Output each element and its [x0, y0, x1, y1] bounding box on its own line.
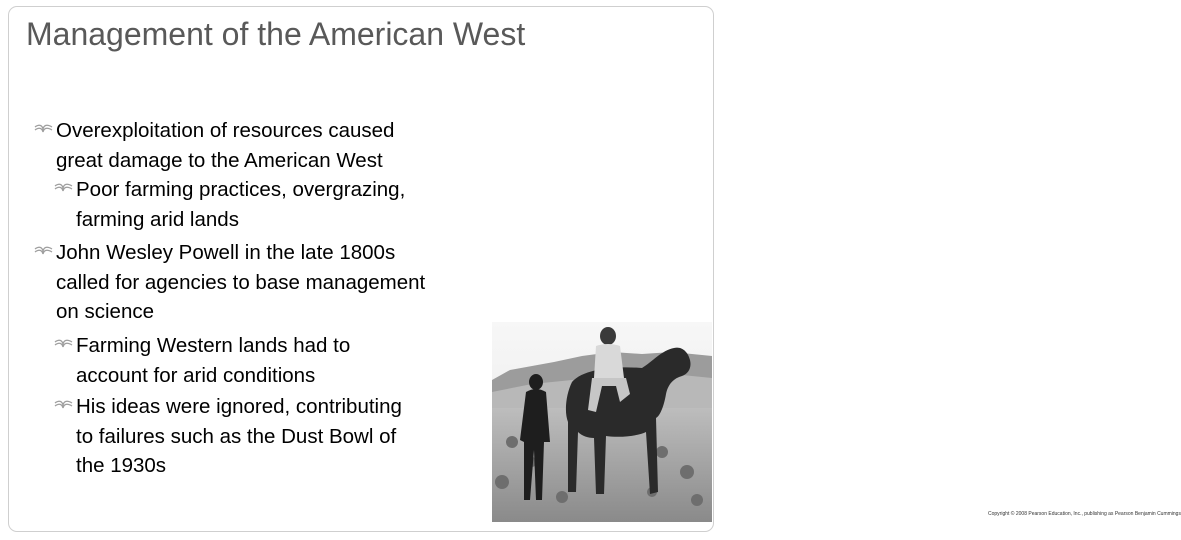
bullet-line: account for arid conditions: [76, 363, 316, 387]
bullet-line: on science: [56, 300, 155, 323]
sub-bullet-item: [76, 175, 476, 234]
bullet-item: [56, 116, 476, 175]
sub-bullet-item: [76, 331, 476, 390]
book-bullet-icon: [52, 331, 74, 361]
sub-bullet-item: [76, 392, 476, 481]
bullet-line: Overexploitation of resources caused: [56, 119, 395, 142]
bullet-line: the 1930s: [76, 454, 167, 477]
book-bullet-icon: [52, 175, 74, 205]
book-bullet-icon: [52, 392, 74, 422]
bullet-line: His ideas were ignored, contributing: [76, 395, 402, 418]
bullet-line: to failures such as the Dust Bowl of: [76, 424, 397, 448]
historical-photo: [492, 322, 1181, 522]
bullet-line: Farming Western lands had to: [76, 334, 351, 357]
book-bullet-icon: [32, 116, 54, 146]
bullet-item: [56, 238, 476, 327]
bullet-line: great damage to the American West: [56, 148, 383, 172]
bullet-line: Poor farming practices, overgrazing,: [76, 178, 406, 201]
slide-title: Management of the American West: [26, 16, 526, 52]
photo-copyright: Copyright © 2008 Pearson Education, Inc., publishing as Pearson Benjamin Cummings: [988, 511, 1181, 517]
bullet-line: John Wesley Powell in the late 1800s: [56, 241, 396, 264]
bullet-line: called for agencies to base management: [56, 270, 426, 294]
bullet-line: farming arid lands: [76, 207, 239, 231]
book-bullet-icon: [32, 238, 54, 268]
